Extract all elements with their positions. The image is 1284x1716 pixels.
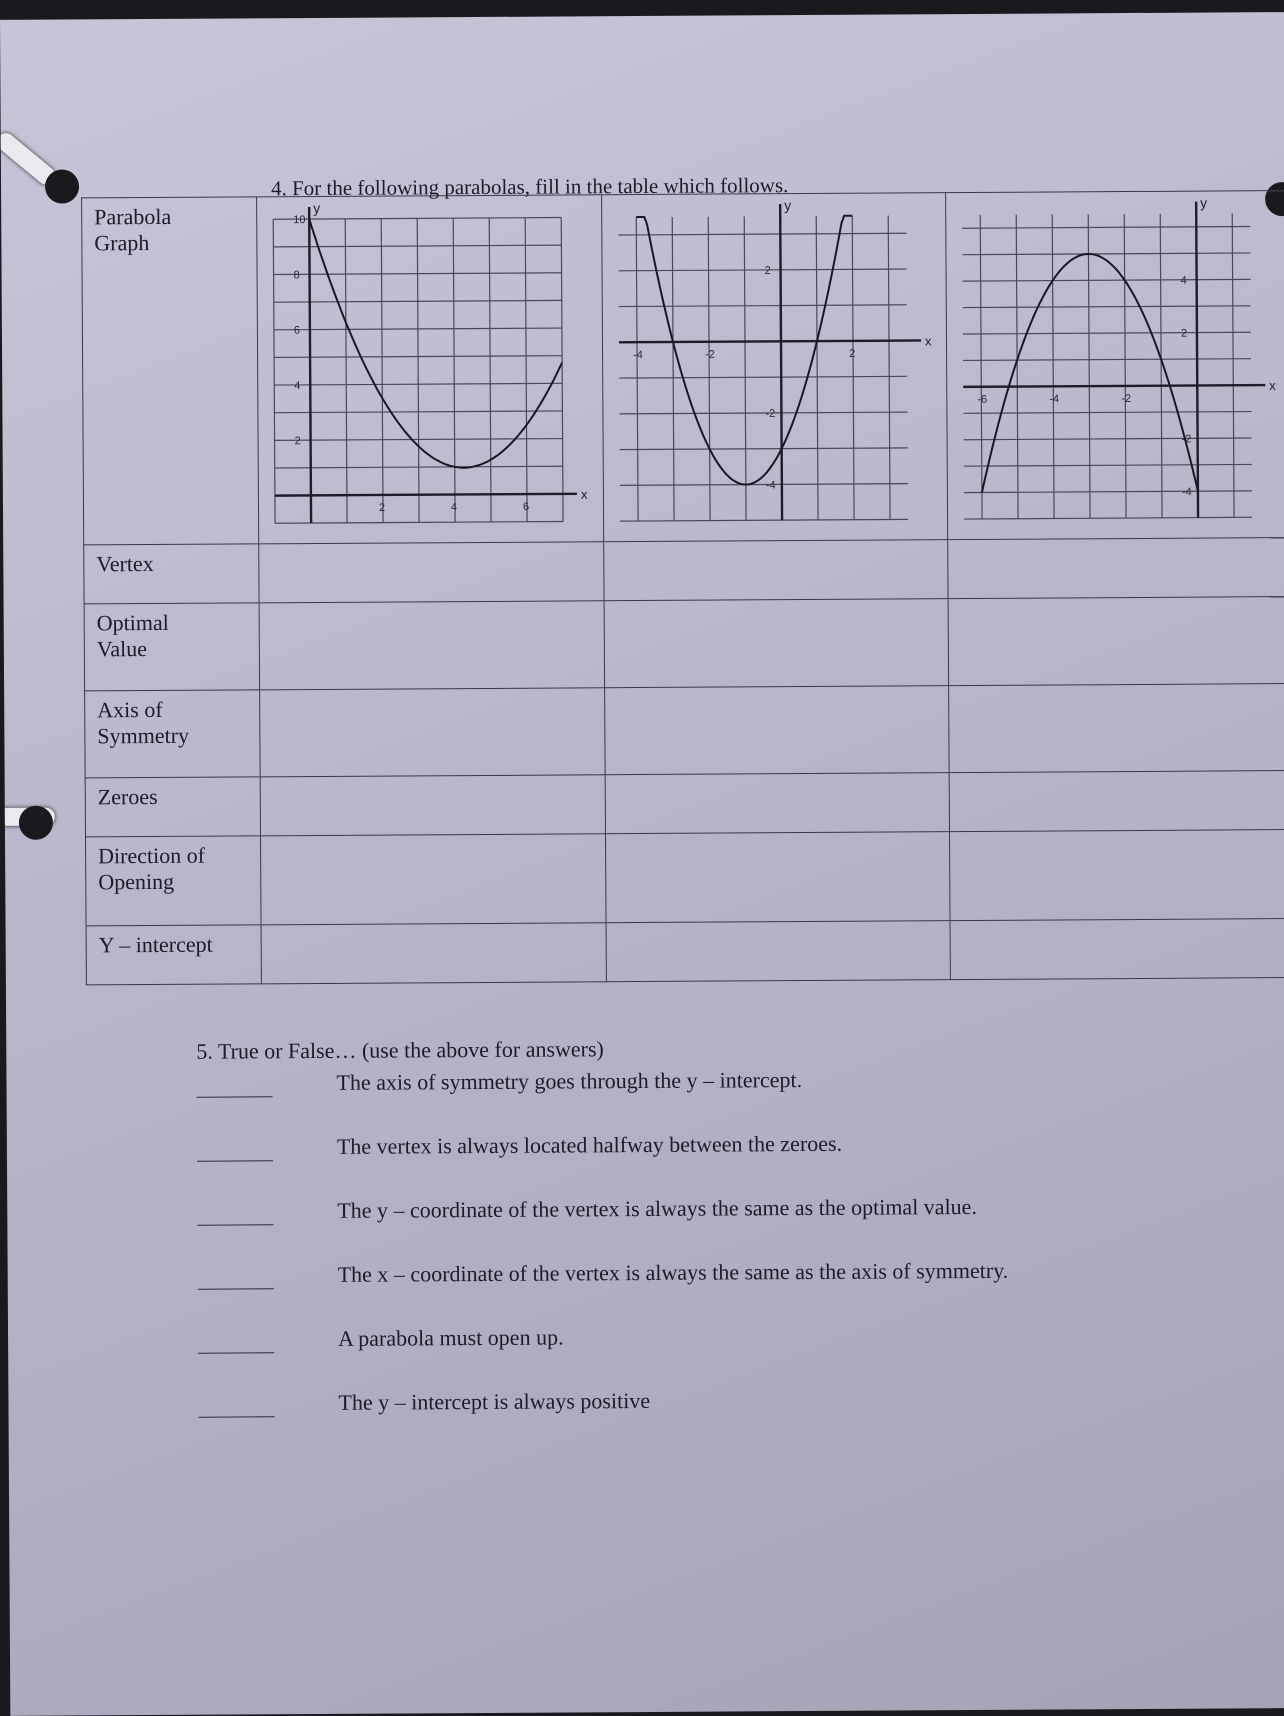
- x-tick-label: -6: [977, 393, 988, 406]
- answer-cell[interactable]: [949, 684, 1284, 773]
- row-axis-of-symmetry: [85, 684, 1284, 778]
- row-direction-of-opening: [86, 830, 1284, 926]
- grid-line-horizontal: [964, 412, 1252, 414]
- grid-line-horizontal: [618, 305, 906, 307]
- tf-item: [198, 1320, 1258, 1390]
- x-axis: [619, 340, 921, 342]
- x-axis-label: x: [1269, 377, 1277, 393]
- tf-statement: A parabola must open up.: [337, 1324, 564, 1351]
- answer-blank[interactable]: [198, 1352, 274, 1353]
- y-tick-label: 10: [293, 214, 306, 227]
- grid-line-vertical: [378, 219, 386, 523]
- grid-line-vertical: [450, 218, 458, 522]
- tf-item: [198, 1256, 1258, 1326]
- label-line: Axis of: [97, 696, 163, 723]
- x-axis-label: x: [924, 333, 932, 349]
- grid-line-horizontal: [618, 269, 906, 271]
- answer-cell[interactable]: [605, 773, 950, 834]
- grid-line-vertical: [522, 218, 530, 522]
- grid-line-horizontal: [620, 519, 908, 521]
- answer-cell[interactable]: [604, 686, 949, 775]
- grid-line-vertical: [1053, 214, 1055, 518]
- row-label-axis: [85, 690, 261, 778]
- answer-blank[interactable]: [197, 1096, 273, 1097]
- answer-cell[interactable]: [949, 771, 1284, 832]
- grid-line-vertical: [1125, 214, 1127, 518]
- x-axis-label: x: [580, 486, 588, 502]
- answer-cell[interactable]: [948, 538, 1284, 599]
- grid-line-horizontal: [964, 517, 1252, 519]
- y-tick-label: 2: [1181, 327, 1188, 340]
- answer-blank[interactable]: [198, 1288, 274, 1289]
- grid-line-vertical: [1233, 213, 1235, 517]
- y-tick-label: -2: [1181, 433, 1192, 446]
- answer-cell[interactable]: [948, 597, 1284, 686]
- tf-statement: The axis of symmetry goes through the y – intercept.: [336, 1067, 803, 1095]
- row-label-optimal: [84, 603, 260, 691]
- answer-cell[interactable]: [603, 540, 948, 601]
- grid-line-horizontal: [963, 332, 1251, 334]
- y-axis-label: y: [783, 197, 791, 214]
- grid-line-horizontal: [620, 484, 908, 486]
- label-line: Optimal: [96, 609, 169, 636]
- question-5-title: 5. True or False… (use the above for answers): [196, 1036, 604, 1064]
- y-axis: [780, 204, 782, 520]
- x-tick-label: -4: [1049, 393, 1060, 406]
- grid-line-horizontal: [964, 464, 1252, 466]
- y-tick-label: -2: [765, 407, 775, 420]
- y-tick-label: 6: [293, 324, 301, 337]
- grid-line-horizontal: [619, 412, 907, 414]
- answer-blank[interactable]: [197, 1224, 273, 1225]
- grid-line-vertical: [561, 217, 563, 521]
- x-tick-label: 6: [522, 501, 530, 514]
- y-tick-label: 2: [294, 435, 301, 448]
- grid-line-vertical: [273, 219, 275, 523]
- grid-line-horizontal: [618, 233, 906, 235]
- grid-line-vertical: [1089, 214, 1091, 518]
- parabola-graph-3: [946, 191, 1282, 539]
- question-4-title: 4. For the following parabolas, fill in the table which follows.: [270, 173, 789, 201]
- y-tick-label: 2: [764, 264, 771, 277]
- grid-line-vertical: [1161, 214, 1163, 518]
- grid-line-vertical: [888, 216, 890, 520]
- tf-statement: The y – coordinate of the vertex is always the same as the optimal value.: [337, 1193, 977, 1223]
- label-line: Y – intercept: [98, 931, 213, 958]
- grid-line-horizontal: [619, 448, 907, 450]
- y-axis-label: y: [1200, 194, 1208, 211]
- x-tick-label: -4: [632, 349, 643, 362]
- answer-cell[interactable]: [259, 601, 604, 690]
- y-tick-label: -4: [765, 479, 776, 492]
- grid-line-vertical: [816, 216, 818, 520]
- grid-line-horizontal: [963, 227, 1251, 229]
- label-line: Zeroes: [97, 783, 158, 810]
- answer-cell[interactable]: [259, 542, 604, 603]
- row-vertex: [84, 538, 1284, 604]
- row-parabola-graph: [82, 191, 1284, 545]
- grid-line-vertical: [981, 215, 983, 519]
- row-label-graph: [82, 197, 259, 545]
- y-tick-label: 4: [294, 379, 301, 392]
- grid-line-vertical: [636, 217, 638, 521]
- label-line: Symmetry: [97, 722, 190, 749]
- grid-line-vertical: [744, 216, 746, 520]
- label-line: Value: [96, 636, 148, 662]
- x-tick-label: 2: [848, 347, 855, 360]
- worksheet-page: [0, 12, 1284, 1716]
- grid-line-horizontal: [963, 306, 1251, 308]
- grid-line-horizontal: [619, 376, 907, 378]
- answer-cell[interactable]: [604, 599, 949, 688]
- label-line: Vertex: [96, 550, 154, 577]
- grid-line-vertical: [1017, 215, 1019, 519]
- graph-cell-3: [946, 191, 1284, 540]
- x-tick-label: -2: [704, 348, 715, 361]
- label-line: Parabola: [94, 203, 172, 230]
- graph-cell-1: [257, 195, 604, 544]
- tf-statement: The x – coordinate of the vertex is always the same as the axis of symmetry.: [337, 1257, 1009, 1287]
- parabola-table: [81, 190, 1284, 985]
- y-axis-label: y: [313, 199, 321, 217]
- grid-line-horizontal: [964, 438, 1252, 440]
- grid-line-vertical: [708, 217, 710, 521]
- graph-cell-2: [601, 193, 948, 542]
- y-axis: [309, 207, 311, 523]
- answer-cell[interactable]: [260, 688, 605, 777]
- row-label-vertex: [84, 544, 259, 604]
- row-zeroes: [85, 771, 1284, 837]
- question-5: [196, 1032, 1259, 1454]
- tf-item: [196, 1064, 1256, 1134]
- punch-hole-top: [45, 169, 79, 203]
- row-label-y-intercept: [86, 925, 261, 985]
- y-tick-label: -4: [1182, 486, 1193, 499]
- grid-line-horizontal: [964, 491, 1252, 493]
- y-tick-label: 8: [293, 269, 300, 282]
- answer-blank[interactable]: [199, 1416, 275, 1417]
- grid-line-horizontal: [963, 279, 1251, 281]
- row-label-direction: [86, 836, 262, 926]
- grid-line-vertical: [417, 218, 419, 522]
- row-label-zeroes: [85, 777, 260, 837]
- parabola-curve: [309, 217, 563, 468]
- tf-item: [197, 1192, 1257, 1262]
- row-optimal-value: [84, 597, 1284, 691]
- answer-cell[interactable]: [606, 921, 951, 982]
- parabola-graph-1: [257, 195, 593, 543]
- grid-line-vertical: [489, 218, 491, 522]
- row-y-intercept: [86, 919, 1284, 985]
- x-tick-label: 4: [450, 501, 458, 514]
- grid-line-vertical: [345, 219, 347, 523]
- label-line: Opening: [98, 868, 175, 895]
- answer-cell[interactable]: [261, 923, 606, 984]
- punch-hole-middle: [19, 806, 53, 840]
- tf-statement: The y – intercept is always positive: [338, 1387, 651, 1415]
- grid-line-horizontal: [963, 253, 1251, 255]
- x-axis: [275, 494, 577, 496]
- answer-cell[interactable]: [261, 834, 606, 925]
- answer-cell[interactable]: [950, 919, 1284, 980]
- grid-line-vertical: [672, 217, 674, 521]
- tf-item: [197, 1128, 1257, 1198]
- tf-statement: The vertex is always located halfway between the zeroes.: [336, 1130, 843, 1159]
- x-tick-label: 2: [378, 501, 386, 514]
- parabola-graph-2: [602, 193, 938, 541]
- answer-blank[interactable]: [197, 1160, 273, 1161]
- y-tick-label: 4: [1180, 274, 1188, 287]
- label-line: Graph: [94, 230, 150, 256]
- x-tick-label: -2: [1121, 392, 1132, 405]
- grid-line-vertical: [852, 216, 854, 520]
- answer-cell[interactable]: [260, 775, 605, 836]
- answer-cell[interactable]: [950, 830, 1284, 921]
- label-line: Direction of: [98, 842, 206, 869]
- y-axis: [1196, 202, 1198, 518]
- grid-line-horizontal: [963, 359, 1251, 361]
- answer-cell[interactable]: [605, 832, 950, 923]
- tf-item: [198, 1384, 1258, 1454]
